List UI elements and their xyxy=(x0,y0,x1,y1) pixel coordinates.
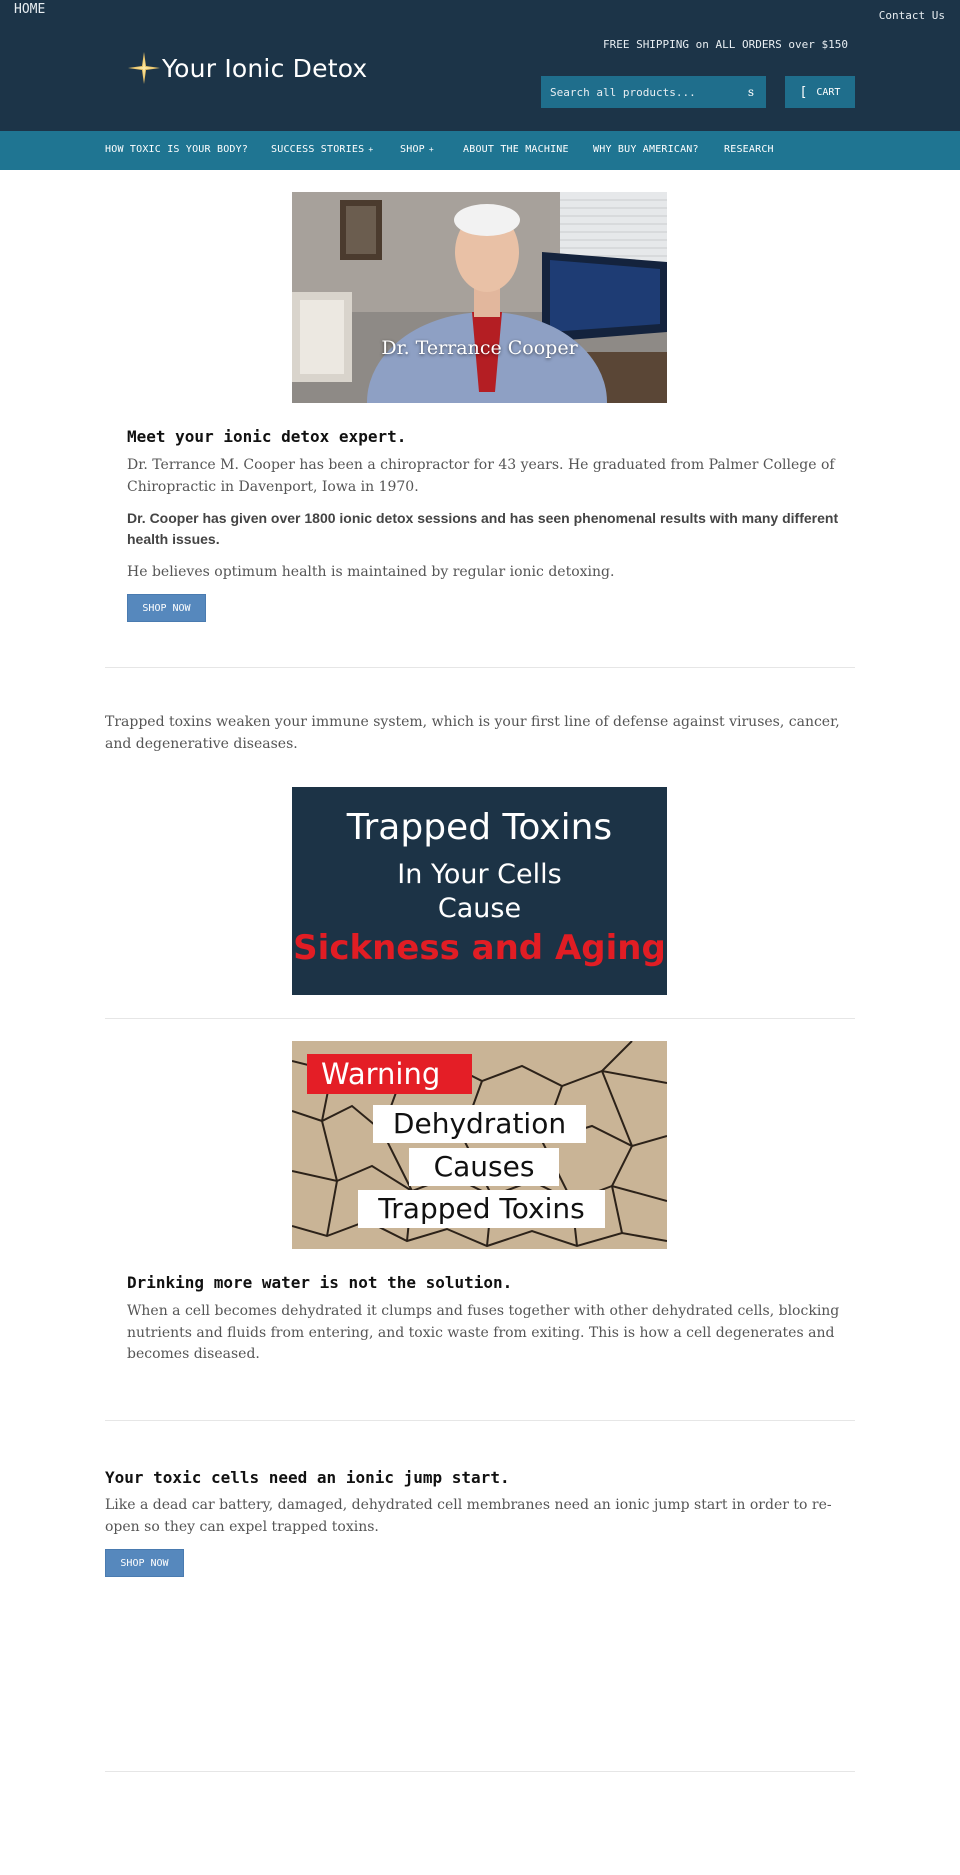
search-input[interactable] xyxy=(541,76,736,108)
expert-sessions-note: Dr. Cooper has given over 1800 ionic detox sessions and has seen phenomenal results with many different health issues. xyxy=(127,510,839,547)
expand-icon: + xyxy=(368,145,374,154)
cart-button[interactable] xyxy=(785,76,855,108)
banner-line: Cause xyxy=(437,893,522,924)
home-link[interactable]: HOME xyxy=(14,2,46,17)
nav-item-shop[interactable] xyxy=(400,144,434,155)
banner-line: Causes xyxy=(409,1148,559,1186)
nav-item-label: RESEARCH xyxy=(724,144,774,155)
expert-photo-illustration xyxy=(292,192,667,403)
nav-item-why-buy-american[interactable] xyxy=(593,144,699,155)
trapped-toxins-banner xyxy=(292,787,667,995)
section-divider xyxy=(105,1771,855,1772)
expert-heading: Meet your ionic detox expert. xyxy=(127,427,407,446)
shop-now-button[interactable]: SHOP NOW xyxy=(127,594,206,622)
shop-now-button[interactable]: SHOP NOW xyxy=(105,1549,184,1577)
site-logo[interactable] xyxy=(128,52,367,84)
jumpstart-heading: Your toxic cells need an ionic jump start. xyxy=(105,1468,510,1487)
banner-line: In Your Cells xyxy=(397,859,562,890)
search-bar xyxy=(541,76,766,108)
free-shipping-notice: FREE SHIPPING on ALL ORDERS over $150 xyxy=(602,38,848,51)
nav-item-label: WHY BUY AMERICAN? xyxy=(593,144,699,155)
nav-item-about-machine[interactable] xyxy=(463,144,569,155)
cart-icon: [ xyxy=(799,84,808,100)
nav-item-how-toxic[interactable] xyxy=(105,144,248,155)
section-divider xyxy=(105,667,855,668)
warning-label: Warning xyxy=(307,1054,472,1094)
banner-highlight: Sickness and Aging xyxy=(293,928,666,968)
jumpstart-text: Like a dead car battery, damaged, dehydrated cell membranes need an ionic jump start in order to re-open so they can expel trapped toxins. xyxy=(105,1497,832,1535)
banner-line: Dehydration xyxy=(373,1105,586,1143)
expert-bio: Dr. Terrance M. Cooper has been a chiropractor for 43 years. He graduated from Palmer College of Chiropractic in Davenport, Iowa in 1970. xyxy=(127,457,835,495)
logo-text: Your Ionic Detox xyxy=(162,53,368,83)
expand-icon: + xyxy=(428,145,434,154)
expert-photo xyxy=(292,192,667,403)
star-logo-icon xyxy=(128,52,160,84)
nav-item-label: HOW TOXIC IS YOUR BODY? xyxy=(105,144,249,155)
main-nav xyxy=(0,131,960,170)
search-button[interactable]: s xyxy=(736,76,766,108)
nav-item-label: ABOUT THE MACHINE xyxy=(463,144,569,155)
nav-item-label: SHOP xyxy=(400,144,425,155)
nav-item-research[interactable] xyxy=(724,144,774,155)
toxins-intro: Trapped toxins weaken your immune system, which is your first line of defense against viruses, cancer, and degenerative diseases. xyxy=(105,714,840,752)
expert-belief: He believes optimum health is maintained by regular ionic detoxing. xyxy=(127,564,615,580)
dehydration-heading: Drinking more water is not the solution. xyxy=(127,1273,513,1292)
dehydration-text: When a cell becomes dehydrated it clumps and fuses together with other dehydrated cells, blocking nutrients and fluids from entering, and toxic waste from exiting. This is how a cell degenerates and becomes diseased. xyxy=(127,1303,840,1362)
site-header xyxy=(0,0,960,131)
section-divider xyxy=(105,1420,855,1421)
cart-label: CART xyxy=(816,86,841,98)
banner-line: Trapped Toxins xyxy=(346,807,613,848)
photo-caption: Dr. Terrance Cooper xyxy=(381,337,578,359)
nav-item-label: SUCCESS STORIES xyxy=(271,144,365,155)
banner-line: Trapped Toxins xyxy=(358,1190,605,1228)
nav-item-success-stories[interactable] xyxy=(271,144,373,155)
section-divider xyxy=(105,1018,855,1019)
dehydration-banner xyxy=(292,1041,667,1249)
contact-us-link[interactable]: Contact Us xyxy=(878,9,945,22)
